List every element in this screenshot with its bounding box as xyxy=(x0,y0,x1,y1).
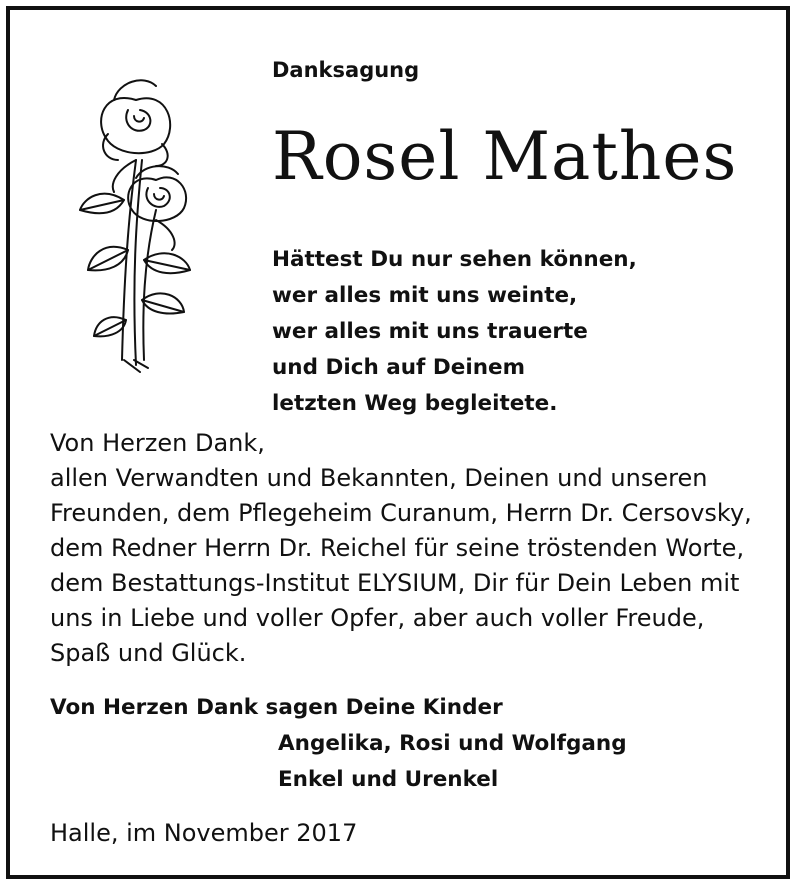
signature-line: Angelika, Rosi und Wolfgang xyxy=(278,731,627,756)
thanks-line: allen Verwandten und Bekannten, Deinen und unseren xyxy=(50,464,708,492)
rose-illustration xyxy=(44,60,214,390)
obituary-notice xyxy=(6,6,790,879)
verse-line: wer alles mit uns trauerte xyxy=(272,319,588,344)
signature xyxy=(50,690,627,798)
verse-line: und Dich auf Deinem xyxy=(272,355,525,380)
thanks-line: dem Redner Herrn Dr. Reichel für seine tröstenden Worte, xyxy=(50,534,745,562)
thanks-line: Spaß und Glück. xyxy=(50,639,247,667)
verse xyxy=(272,242,637,422)
heading: Danksagung xyxy=(272,58,420,82)
thanks-text xyxy=(50,426,752,671)
verse-line: letzten Weg begleitete. xyxy=(272,391,558,416)
thanks-line: Freunden, dem Pflegeheim Curanum, Herrn Dr. Cersovsky, xyxy=(50,499,752,527)
deceased-name: Rosel Mathes xyxy=(272,118,738,195)
place-date: Halle, im November 2017 xyxy=(50,819,358,847)
thanks-line: dem Bestattungs-Institut ELYSIUM, Dir für Dein Leben mit xyxy=(50,569,740,597)
thanks-line: Von Herzen Dank, xyxy=(50,429,265,457)
signature-line: Enkel und Urenkel xyxy=(278,767,499,792)
thanks-line: uns in Liebe und voller Opfer, aber auch voller Freude, xyxy=(50,604,705,632)
verse-line: Hättest Du nur sehen können, xyxy=(272,247,637,272)
verse-line: wer alles mit uns weinte, xyxy=(272,283,578,308)
signature-line: Von Herzen Dank sagen Deine Kinder xyxy=(50,695,503,720)
